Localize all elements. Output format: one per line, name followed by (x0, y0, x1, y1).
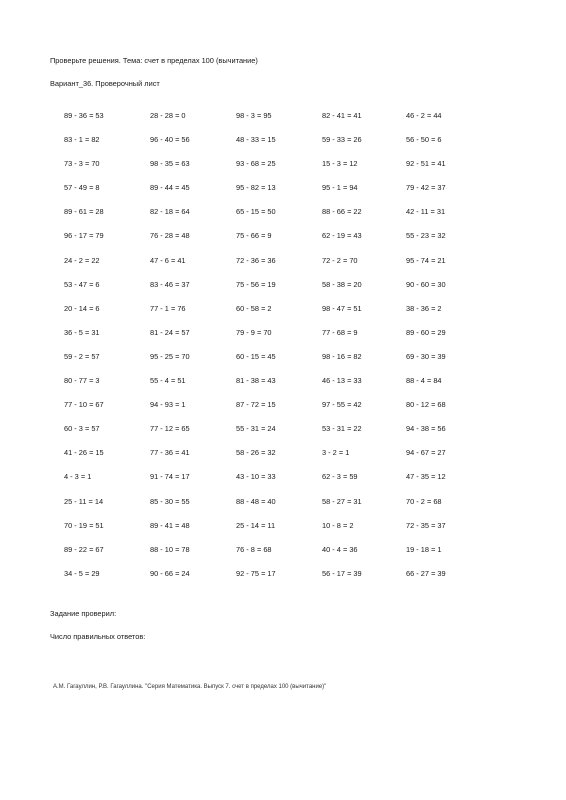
problem-cell: 40 - 4 = 36 (322, 544, 358, 554)
problem-cell: 77 - 68 = 9 (322, 327, 358, 337)
problem-cell: 95 - 25 = 70 (150, 351, 190, 361)
problem-cell: 43 - 10 = 33 (236, 472, 276, 482)
problem-cell: 83 - 46 = 37 (150, 279, 190, 289)
problem-cell: 77 - 1 = 76 (150, 303, 186, 313)
problem-cell: 72 - 35 = 37 (406, 520, 446, 530)
problem-cell: 88 - 66 = 22 (322, 207, 362, 217)
problem-cell: 90 - 60 = 30 (406, 279, 446, 289)
problem-cell: 60 - 15 = 45 (236, 351, 276, 361)
problem-cell: 57 - 49 = 8 (64, 183, 100, 193)
problem-cell: 62 - 19 = 43 (322, 231, 362, 241)
problem-cell: 56 - 17 = 39 (322, 568, 362, 578)
problem-cell: 65 - 15 = 50 (236, 207, 276, 217)
problem-cell: 94 - 93 = 1 (150, 400, 186, 410)
problem-cell: 98 - 3 = 95 (236, 111, 272, 120)
problem-cell: 72 - 36 = 36 (236, 255, 276, 265)
problem-cell: 75 - 56 = 19 (236, 279, 276, 289)
checked-by-label: Задание проверил: (50, 609, 117, 618)
problem-cell: 15 - 3 = 12 (322, 159, 358, 169)
problem-cell: 80 - 77 = 3 (64, 376, 100, 386)
problems-grid (64, 111, 524, 593)
problem-cell: 56 - 50 = 6 (406, 135, 442, 145)
problem-cell: 90 - 66 = 24 (150, 568, 190, 578)
worksheet-title: Проверьте решения. Тема: счет в пределах 100 (вычитание) (50, 56, 258, 65)
problem-cell: 24 - 2 = 22 (64, 255, 100, 265)
problem-cell: 53 - 31 = 22 (322, 424, 362, 434)
problem-cell: 96 - 17 = 79 (64, 231, 104, 241)
problem-cell: 95 - 82 = 13 (236, 183, 276, 193)
problem-cell: 88 - 48 = 40 (236, 496, 276, 506)
problem-cell: 48 - 33 = 15 (236, 135, 276, 145)
problem-cell: 20 - 14 = 6 (64, 303, 100, 313)
problem-cell: 91 - 74 = 17 (150, 472, 190, 482)
problem-cell: 77 - 36 = 41 (150, 448, 190, 458)
problem-cell: 92 - 75 = 17 (236, 568, 276, 578)
problem-cell: 95 - 74 = 21 (406, 255, 446, 265)
problem-cell: 89 - 41 = 48 (150, 520, 190, 530)
problem-cell: 19 - 18 = 1 (406, 544, 442, 554)
problem-cell: 25 - 14 = 11 (236, 520, 276, 530)
problem-cell: 73 - 3 = 70 (64, 159, 100, 169)
problem-cell: 55 - 4 = 51 (150, 376, 186, 386)
problem-cell: 79 - 42 = 37 (406, 183, 446, 193)
problem-cell: 76 - 8 = 68 (236, 544, 272, 554)
problem-cell: 92 - 51 = 41 (406, 159, 446, 169)
problem-cell: 85 - 30 = 55 (150, 496, 190, 506)
problem-cell: 96 - 40 = 56 (150, 135, 190, 145)
problem-cell: 89 - 44 = 45 (150, 183, 190, 193)
problem-cell: 58 - 26 = 32 (236, 448, 276, 458)
problem-cell: 89 - 36 = 53 (64, 111, 104, 120)
problem-cell: 98 - 16 = 82 (322, 351, 362, 361)
problem-cell: 83 - 1 = 82 (64, 135, 100, 145)
problem-cell: 46 - 13 = 33 (322, 376, 362, 386)
problem-cell: 34 - 5 = 29 (64, 568, 100, 578)
problem-cell: 58 - 27 = 31 (322, 496, 362, 506)
problem-cell: 59 - 33 = 26 (322, 135, 362, 145)
problem-cell: 28 - 28 = 0 (150, 111, 186, 120)
problem-cell: 72 - 2 = 70 (322, 255, 358, 265)
problem-cell: 89 - 60 = 29 (406, 327, 446, 337)
problem-cell: 42 - 11 = 31 (406, 207, 446, 217)
problem-cell: 62 - 3 = 59 (322, 472, 358, 482)
problem-cell: 76 - 28 = 48 (150, 231, 190, 241)
problem-cell: 47 - 6 = 41 (150, 255, 186, 265)
problem-cell: 70 - 19 = 51 (64, 520, 104, 530)
problem-cell: 47 - 35 = 12 (406, 472, 446, 482)
problem-cell: 55 - 31 = 24 (236, 424, 276, 434)
problem-cell: 82 - 41 = 41 (322, 111, 362, 120)
problem-cell: 80 - 12 = 68 (406, 400, 446, 410)
problem-cell: 77 - 12 = 65 (150, 424, 190, 434)
problem-cell: 94 - 38 = 56 (406, 424, 446, 434)
problem-cell: 88 - 4 = 84 (406, 376, 442, 386)
problem-cell: 10 - 8 = 2 (322, 520, 354, 530)
problem-cell: 94 - 67 = 27 (406, 448, 446, 458)
problem-cell: 81 - 24 = 57 (150, 327, 190, 337)
problem-cell: 81 - 38 = 43 (236, 376, 276, 386)
problem-cell: 53 - 47 = 6 (64, 279, 100, 289)
problem-cell: 89 - 61 = 28 (64, 207, 104, 217)
problem-cell: 98 - 35 = 63 (150, 159, 190, 169)
problem-cell: 70 - 2 = 68 (406, 496, 442, 506)
problem-cell: 75 - 66 = 9 (236, 231, 272, 241)
problem-cell: 38 - 36 = 2 (406, 303, 442, 313)
problem-cell: 88 - 10 = 78 (150, 544, 190, 554)
problem-cell: 41 - 26 = 15 (64, 448, 104, 458)
problem-cell: 60 - 3 = 57 (64, 424, 100, 434)
problem-cell: 66 - 27 = 39 (406, 568, 446, 578)
problem-cell: 97 - 55 = 42 (322, 400, 362, 410)
problem-cell: 82 - 18 = 64 (150, 207, 190, 217)
problem-cell: 93 - 68 = 25 (236, 159, 276, 169)
problem-cell: 69 - 30 = 39 (406, 351, 446, 361)
problem-cell: 4 - 3 = 1 (64, 472, 92, 482)
correct-count-label: Число правильных ответов: (50, 632, 146, 641)
problem-cell: 59 - 2 = 57 (64, 351, 100, 361)
author-credit: А.М. Гагауллин, Р.В. Гагауллина. "Серия Математика. Выпуск 7. счет в пределах 100 (вычитание)" (53, 684, 327, 690)
problem-cell: 87 - 72 = 15 (236, 400, 276, 410)
problem-cell: 60 - 58 = 2 (236, 303, 272, 313)
problem-cell: 95 - 1 = 94 (322, 183, 358, 193)
problem-cell: 58 - 38 = 20 (322, 279, 362, 289)
problem-cell: 25 - 11 = 14 (64, 496, 104, 506)
problem-cell: 3 - 2 = 1 (322, 448, 350, 458)
problem-cell: 89 - 22 = 67 (64, 544, 104, 554)
problem-cell: 98 - 47 = 51 (322, 303, 362, 313)
variant-label: Вариант_36. Проверочный лист (50, 79, 160, 88)
problem-cell: 46 - 2 = 44 (406, 111, 442, 120)
problem-cell: 36 - 5 = 31 (64, 327, 100, 337)
problem-cell: 55 - 23 = 32 (406, 231, 446, 241)
problem-cell: 79 - 9 = 70 (236, 327, 272, 337)
problem-cell: 77 - 10 = 67 (64, 400, 104, 410)
